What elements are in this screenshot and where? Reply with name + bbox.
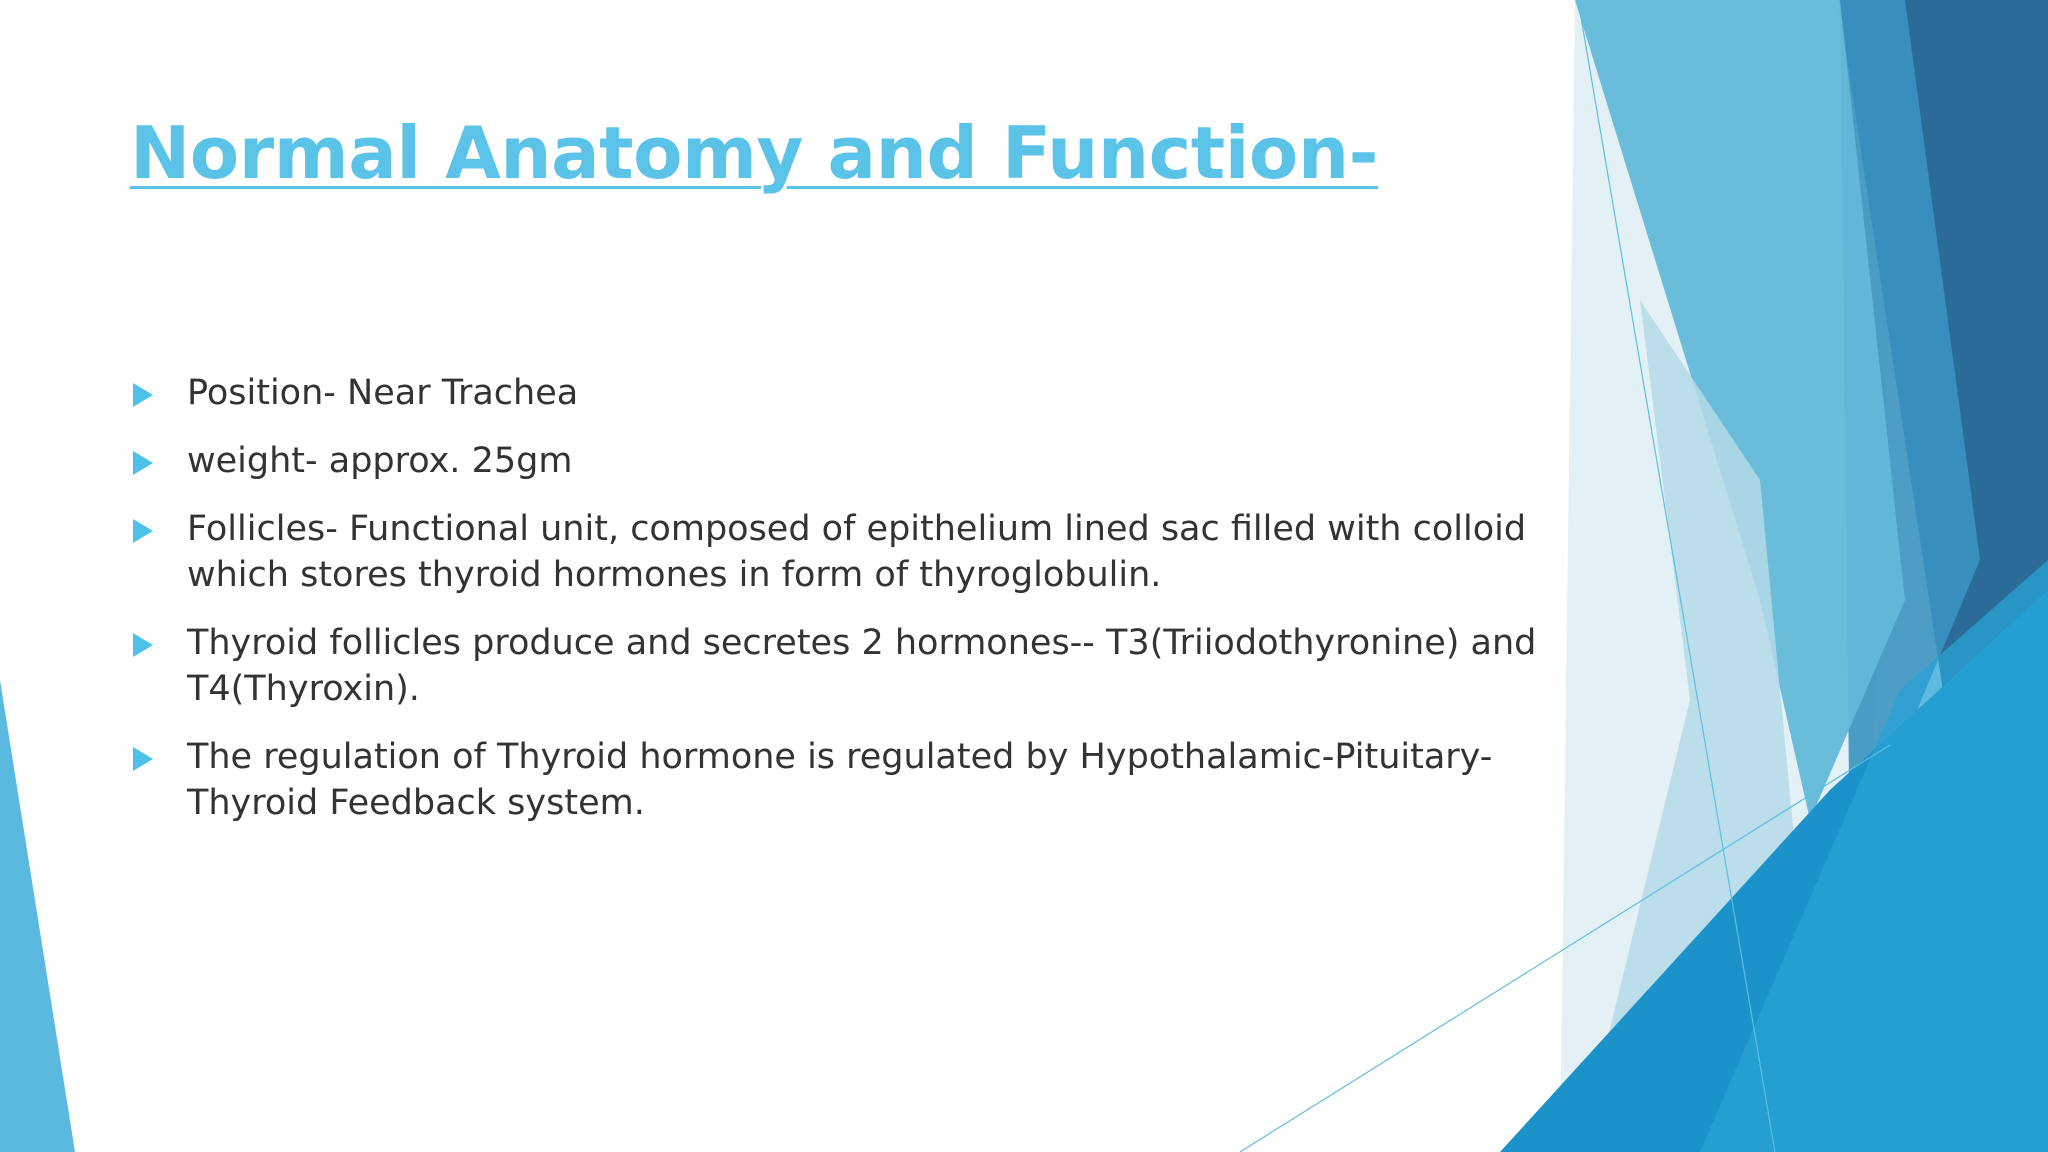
play-triangle-icon: [133, 451, 153, 475]
bullet-item: [130, 370, 1550, 416]
slide-title: Normal Anatomy and Function-: [130, 111, 1379, 195]
bullet-text: weight- approx. 25gm: [187, 441, 573, 481]
bullet-item: [130, 506, 1550, 598]
bullet-text: Follicles- Functional unit, composed of epithelium lined sac filled with colloid which stores thyroid hormones in form of thyroglobulin.: [187, 509, 1527, 595]
bullet-item: [130, 620, 1550, 712]
left-edge-facet: [0, 680, 75, 1152]
bullet-text: Position- Near Trachea: [187, 373, 579, 413]
bullet-text: The regulation of Thyroid hormone is regulated by Hypothalamic-Pituitary-Thyroid Feedback system.: [187, 737, 1493, 823]
play-triangle-icon: [133, 383, 153, 407]
bullet-text: Thyroid follicles produce and secretes 2 hormones-- T3(Triiodothyronine) and T4(Thyroxin).: [187, 623, 1537, 709]
play-triangle-icon: [133, 519, 153, 543]
play-triangle-icon: [133, 633, 153, 657]
play-triangle-icon: [133, 747, 153, 771]
bullet-item: [130, 438, 1550, 484]
bullet-list: [130, 370, 1550, 848]
bullet-item: [130, 734, 1550, 826]
